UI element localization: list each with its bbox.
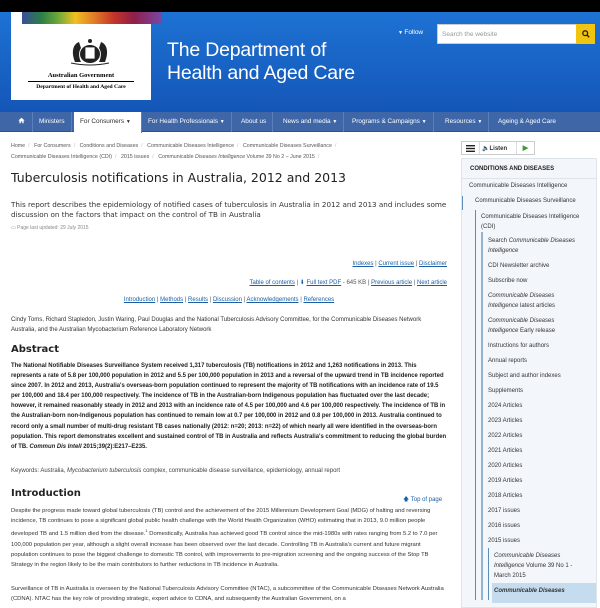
section-link-discussion[interactable]: Discussion bbox=[212, 297, 242, 303]
breadcrumb-separator: / bbox=[317, 154, 320, 160]
menu-icon bbox=[466, 145, 475, 152]
abstract-citation: 2015;39(2):E217–E235. bbox=[81, 443, 147, 450]
sidebar-heading: CONDITIONS AND DISEASES bbox=[462, 159, 596, 179]
sidebar-item-instructions[interactable]: Instructions for authors bbox=[488, 343, 550, 349]
breadcrumb-separator: / bbox=[114, 154, 117, 160]
sidebar-level-line bbox=[481, 232, 483, 600]
sidebar-item-2016[interactable]: 2016 issues bbox=[488, 523, 521, 529]
sidebar-level-line bbox=[462, 196, 463, 210]
site-title-line-1: The Department of bbox=[167, 39, 327, 61]
logo-government-text: Australian Government bbox=[47, 72, 115, 79]
nav-label: Programs & Campaigns bbox=[352, 118, 420, 125]
listen-toolbar bbox=[461, 141, 535, 155]
section-links: Introduction | Methods | Results | Discussion | Acknowledgements | References bbox=[123, 297, 335, 303]
logo-divider bbox=[28, 81, 134, 82]
play-button[interactable] bbox=[516, 142, 534, 154]
coat-of-arms-icon bbox=[63, 38, 117, 66]
nav-news-media[interactable] bbox=[277, 112, 344, 132]
sidebar-item-2020[interactable]: 2020 Articles bbox=[488, 463, 523, 469]
nav-label: For Consumers bbox=[80, 118, 125, 125]
keywords-rest: complex, communicable disease surveillance, epidemiology, annual report bbox=[141, 468, 341, 474]
sidebar-item-2017[interactable]: 2017 issues bbox=[488, 508, 521, 514]
sidebar-item-volume-39-no-1[interactable] bbox=[494, 551, 590, 581]
breadcrumb-separator: / bbox=[152, 154, 154, 160]
site-title[interactable] bbox=[167, 39, 355, 85]
nav-health-professionals[interactable] bbox=[142, 112, 232, 132]
abstract-citation-journal: Commun Dis Intell bbox=[29, 443, 82, 450]
nav-ministers[interactable] bbox=[33, 112, 72, 132]
top-of-page-label: Top of page bbox=[410, 497, 443, 503]
keywords-italic: Mycobacterium tuberculosis bbox=[67, 468, 142, 474]
article-summary: This report describes the epidemiology of notified cases of tuberculosis in Australia in 2012 and 2013 and includes some discussion on the factors that impact on the control of TB in Australia bbox=[11, 200, 447, 220]
listen-menu-button[interactable] bbox=[462, 142, 480, 154]
caret-down-icon: ▼ bbox=[477, 119, 483, 125]
sidebar-item-indexes[interactable]: Subject and author indexes bbox=[488, 373, 561, 379]
full-text-pdf-link[interactable]: Full text PDF bbox=[306, 280, 342, 286]
authors: Cindy Toms, Richard Stapledon, Justin Waring, Paul Douglas and the National Tuberculosis Advisory Committee, for the Communicable Diseases Network Australia, and the Australian Mycobacterium Reference Laboratory Network bbox=[11, 317, 422, 333]
nav-label: Ministers bbox=[39, 118, 65, 125]
sidebar-label: Early release bbox=[518, 328, 556, 334]
top-black-bar bbox=[0, 0, 600, 12]
breadcrumb-current-italic: Diseases Intelligence bbox=[195, 154, 246, 160]
breadcrumb-item[interactable]: For Consumers bbox=[34, 143, 71, 149]
current-issue-link[interactable]: Current issue bbox=[378, 261, 415, 267]
sidebar-item-communicable-diseases-intelligence[interactable]: Communicable Diseases Intelligence bbox=[469, 183, 568, 189]
nav-label: News and media bbox=[283, 118, 331, 125]
caret-down-icon: ▼ bbox=[125, 119, 131, 125]
sidebar-label-italic: Communicable Diseases bbox=[494, 588, 565, 594]
disclaimer-link[interactable]: Disclaimer bbox=[418, 261, 447, 267]
sidebar-item-early-release[interactable] bbox=[488, 316, 583, 336]
sidebar-level-line bbox=[488, 548, 489, 600]
sidebar-label-italic: Communicable Diseases Intelligence bbox=[488, 238, 576, 254]
breadcrumb-item[interactable]: Communicable Diseases Intelligence (CDI) bbox=[11, 154, 112, 160]
section-link-results[interactable]: Results bbox=[188, 297, 209, 303]
intro-text: Despite the progress made toward global tuberculosis (TB) control and the achievement of the 2015 Millennium Development Goal (MDG) of halting and reversing incidence, TB continues to pose a significant global public health challenge with the World Health Organization (WHO) estimating that in 2013, 9.0 million people developed TB and 1.5 million died from the disease. bbox=[11, 508, 431, 538]
breadcrumb-current bbox=[158, 154, 315, 160]
sidebar-item-2023[interactable]: 2023 Articles bbox=[488, 418, 523, 424]
caret-down-icon: ▼ bbox=[421, 119, 427, 125]
last-updated-text: Page last updated: 29 July 2015 bbox=[17, 224, 89, 231]
breadcrumb-current-text: Volume 39 No 2 – June 2015 bbox=[245, 154, 315, 160]
caret-down-icon: ▼ bbox=[219, 119, 225, 125]
sidebar-item-cdi[interactable]: Communicable Diseases Intelligence (CDI) bbox=[481, 214, 580, 230]
rainbow-strip bbox=[22, 12, 162, 24]
breadcrumb-separator: / bbox=[28, 143, 30, 149]
sidebar-label: Search bbox=[488, 238, 509, 244]
section-link-methods[interactable]: Methods bbox=[160, 297, 184, 303]
caret-down-icon: ▼ bbox=[398, 30, 405, 36]
section-link-acknowledgements[interactable]: Acknowledgements bbox=[246, 297, 299, 303]
sidebar-item-2018[interactable]: 2018 Articles bbox=[488, 493, 523, 499]
breadcrumb-item[interactable]: Home bbox=[11, 143, 26, 149]
sidebar-label-italic: Communicable Diseases Intelligence bbox=[488, 293, 555, 309]
search-button[interactable] bbox=[576, 24, 595, 44]
nav-about-us[interactable] bbox=[235, 112, 273, 132]
introduction-heading: Introduction bbox=[11, 488, 81, 499]
breadcrumb-separator: / bbox=[141, 143, 143, 149]
article-links: Table of contents | ⬇ Full text PDF - 645 KB | Previous article | Next article bbox=[249, 280, 447, 286]
download-icon: ⬇ bbox=[299, 280, 305, 286]
search-icon bbox=[582, 30, 590, 38]
sidebar-item-2015[interactable]: 2015 issues bbox=[488, 538, 521, 544]
introduction-paragraph bbox=[11, 506, 447, 570]
sidebar-item-newsletter-archive[interactable]: CDI Newsletter archive bbox=[488, 263, 550, 269]
play-icon: ▶ bbox=[522, 145, 529, 152]
breadcrumb-item[interactable]: Communicable Diseases Intelligence bbox=[147, 143, 235, 149]
follow-label: Follow bbox=[404, 29, 424, 36]
search-input[interactable]: Search the website bbox=[437, 24, 577, 44]
government-logo[interactable] bbox=[11, 12, 151, 100]
sidebar-item-2024[interactable]: 2024 Articles bbox=[488, 403, 523, 409]
page-title: Tuberculosis notifications in Australia, 2012 and 2013 bbox=[11, 170, 347, 185]
top-of-page-link[interactable] bbox=[403, 495, 442, 505]
article-header bbox=[11, 170, 447, 231]
nav-for-consumers[interactable] bbox=[74, 112, 142, 133]
nav-label: Ageing & Aged Care bbox=[498, 118, 556, 125]
previous-article-link[interactable]: Previous article bbox=[371, 280, 413, 286]
nav-label: Resources bbox=[445, 118, 476, 125]
nav-programs-campaigns[interactable] bbox=[346, 112, 434, 132]
site-header bbox=[0, 12, 600, 112]
sidebar-item-communicable-diseases-surveillance[interactable]: Communicable Diseases Surveillance bbox=[475, 198, 576, 204]
footnote-reference[interactable]: 1 bbox=[145, 528, 148, 534]
section-link-references[interactable]: References bbox=[303, 297, 335, 303]
nav-home[interactable] bbox=[11, 112, 33, 132]
intro-text: Domestically, Australia has achieved good TB control since the mid-1980s with rates ranging from 5.2 to 7.0 per 100,000 population per year, although a slight overall increase has been observed over the last decade. Controlling TB in Australia's current and future migrant population continues to pose the biggest challenge to domestic TB control, with improvements to pre-migration screening and the ongoing success of the Stop TB Strategy in the region likely to be the main contributors to further reductions in TB incidence in Australia. bbox=[11, 531, 438, 568]
keywords bbox=[11, 468, 447, 474]
listen-label: Listen bbox=[489, 145, 508, 152]
breadcrumb-separator: / bbox=[73, 143, 76, 149]
sidebar-item-volume-39-no-2[interactable] bbox=[494, 586, 590, 596]
abstract-body: The National Notifiable Diseases Surveillance System received 1,317 tuberculosis (TB) notifications in 2012 and 1,263 notifications in 2013. This represents a rate of 5.8 per 100,000 population in 2012 and 5.5 per 100,000 population in 2013 and a reversal of the upward trend in TB incidence reported since 2007. In 2012 and 2013, Australia's overseas-born population continued to represent the majority of TB notifications with an incidence rate of 19.5 per 100,000 and 18.4 per 100,000 respectively. The incidence of TB in the Australian-born Indigenous population has fluctuated over the last decade; however, it remained reasonably steady in 2012 and 2013 with an incidence rate of 4.5 per 100,000 and 4.6 per 100,000 respectively. The incidence of TB in the Australian-born non-Indigenous population has continued to remain low at 0.7 per 100,000 in 2012 and 0.8 per 100,000 in 2013. Australia continued to record only a small number of multi-drug resistant TB cases nationally (2012: n=20; 2013: n=22) of which nearly all were identified in the overseas-born population. This report demonstrates excellent and sustained control of TB in Australia and reflects Australia's commitment to reducing the global burden of TB. bbox=[11, 363, 447, 450]
sidebar-level-line bbox=[475, 210, 476, 600]
calendar-icon: ▭ bbox=[11, 224, 18, 231]
nav-resources[interactable] bbox=[439, 112, 489, 132]
follow-button[interactable] bbox=[398, 29, 423, 36]
sidebar-item-latest-articles[interactable] bbox=[488, 291, 583, 311]
nav-label: For Health Professionals bbox=[148, 118, 218, 125]
breadcrumb-separator: / bbox=[334, 143, 337, 149]
sidebar-label: Volume 39 No 1 - March 2015 bbox=[494, 563, 573, 579]
logo-department-text: Department of Health and Aged Care bbox=[36, 84, 126, 90]
speaker-icon: 🔈 bbox=[482, 145, 490, 152]
caret-down-icon: ▼ bbox=[332, 119, 338, 125]
indexes-link[interactable]: Indexes bbox=[352, 261, 374, 267]
arrow-up-icon: 🡅 bbox=[403, 497, 411, 503]
abstract-heading: Abstract bbox=[11, 344, 60, 355]
abstract-text bbox=[11, 361, 447, 452]
home-icon bbox=[18, 117, 25, 124]
sidebar-item-2019[interactable]: 2019 Articles bbox=[488, 478, 523, 484]
sidebar-item-supplements[interactable]: Supplements bbox=[488, 388, 524, 394]
sidebar-item-subscribe[interactable]: Subscribe now bbox=[488, 278, 528, 284]
keywords-label: Keywords: Australia, bbox=[11, 468, 68, 474]
sidebar-item-search-cdi[interactable] bbox=[488, 236, 593, 256]
sidebar-label-italic: Communicable Diseases Intelligence bbox=[494, 553, 561, 569]
next-article-link[interactable]: Next article bbox=[416, 280, 447, 286]
sidebar-label-italic: Communicable Diseases Intelligence bbox=[488, 318, 555, 334]
table-of-contents-link[interactable]: Table of contents bbox=[249, 280, 295, 286]
site-title-line-2: Health and Aged Care bbox=[167, 62, 355, 84]
breadcrumb bbox=[11, 141, 451, 163]
sidebar-label: latest articles bbox=[518, 303, 556, 309]
listen-button[interactable] bbox=[480, 145, 516, 152]
main-navigation bbox=[0, 112, 600, 132]
breadcrumb-separator: / bbox=[237, 143, 239, 149]
section-link-introduction[interactable]: Introduction bbox=[123, 297, 156, 303]
sidebar-item-2022[interactable]: 2022 Articles bbox=[488, 433, 523, 439]
introduction-paragraph: Surveillance of TB in Australia is overseen by the National Tuberculosis Advisory Committee (NTAC), a subcommittee of the Communicable Diseases Network Australia (CDNA). NTAC has the key role of providing strategic, expert advice to CDNA, and subsequently the Australian Government, on a bbox=[11, 586, 444, 603]
breadcrumb-item[interactable]: Communicable Diseases Surveillance bbox=[242, 143, 332, 149]
breadcrumb-current-text: Communicable bbox=[158, 154, 196, 160]
issue-links: Indexes | Current issue | Disclaimer bbox=[352, 261, 447, 267]
breadcrumb-item[interactable]: Conditions and Diseases bbox=[79, 143, 139, 149]
sidebar-item-annual-reports[interactable]: Annual reports bbox=[488, 358, 528, 364]
nav-ageing-aged-care[interactable] bbox=[492, 112, 562, 132]
pdf-size: - 645 KB bbox=[341, 280, 367, 286]
nav-label: About us bbox=[241, 118, 267, 125]
last-updated bbox=[11, 225, 447, 231]
breadcrumb-item[interactable]: 2015 issues bbox=[120, 154, 150, 160]
sidebar-item-2021[interactable]: 2021 Articles bbox=[488, 448, 523, 454]
